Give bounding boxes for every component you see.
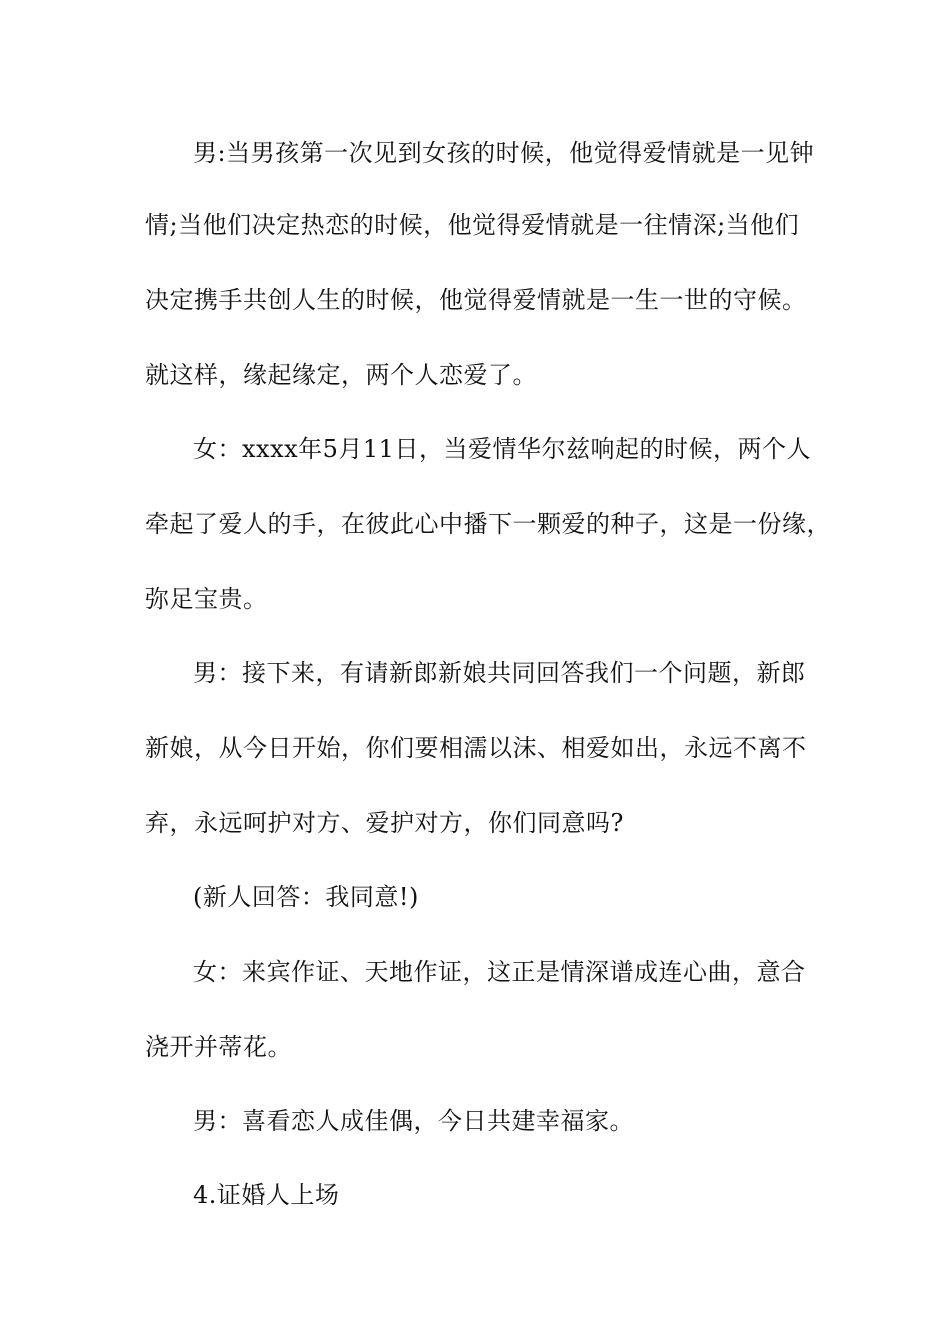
paragraph-line: 男:当男孩第一次见到女孩的时候，他觉得爱情就是一见钟 xyxy=(193,139,815,167)
paragraph-line: 男：接下来，有请新郎新娘共同回答我们一个问题，新郎 xyxy=(193,659,806,687)
paragraph-line: 弃，永远呵护对方、爱护对方，你们同意吗? xyxy=(145,809,624,837)
paragraph-line: 决定携手共创人生的时候，他觉得爱情就是一生一世的守候。 xyxy=(145,286,807,314)
paragraph-line: 女：xxxx年5月11日，当爱情华尔兹响起的时候，两个人 xyxy=(193,435,811,463)
paragraph-line: 弥足宝贵。 xyxy=(145,585,268,613)
paragraph-line: 男：喜看恋人成佳偶，今日共建幸福家。 xyxy=(193,1107,634,1135)
paragraph-line: 浇开并蒂花。 xyxy=(145,1033,292,1061)
paragraph-line: 新娘，从今日开始，你们要相濡以沫、相爱如出，永远不离不 xyxy=(145,734,807,762)
paragraph-line: 情;当他们决定热恋的时候，他觉得爱情就是一往情深;当他们 xyxy=(145,211,800,239)
paragraph-line: 女：来宾作证、天地作证，这正是情深谱成连心曲，意合 xyxy=(193,958,806,986)
paragraph-line: 牵起了爱人的手，在彼此心中播下一颗爱的种子，这是一份缘， xyxy=(145,510,831,538)
section-heading: 4.证婚人上场 xyxy=(193,1181,340,1209)
paragraph-line: 就这样，缘起缘定，两个人恋爱了。 xyxy=(145,361,537,389)
paragraph-line: (新人回答：我同意!) xyxy=(193,883,419,911)
